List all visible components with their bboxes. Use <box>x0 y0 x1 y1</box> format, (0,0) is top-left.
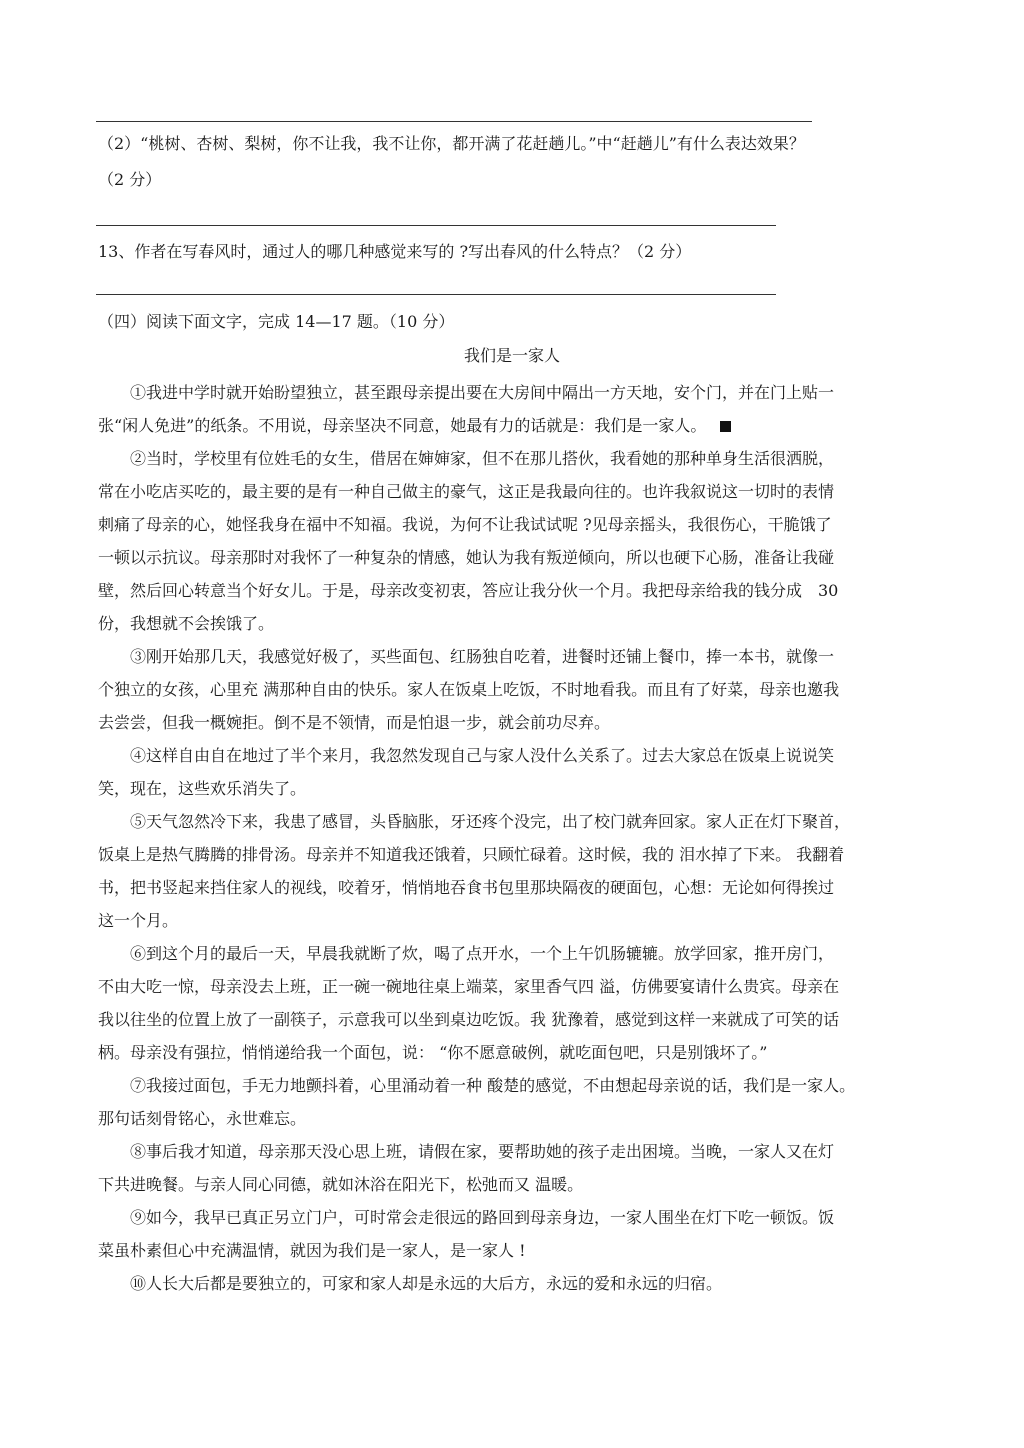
paragraph-9-line-1: ⑨如今，我早已真正另立门户，可时常会走很远的路回到母亲身边，一家人围坐在灯下吃一顿饭。饭 <box>130 1208 835 1227</box>
paragraph-3-line-1: ③刚开始那几天，我感觉好极了，买些面包、红肠独自吃着，进餐时还铺上餐巾，捧一本书，就像一 <box>130 647 835 666</box>
paragraph-7-line-1: ⑦我接过面包，手无力地颤抖着，心里涌动着一种 酸楚的感觉，不由想起母亲说的话，我们是一家人。 <box>130 1076 856 1095</box>
paragraph-8-line-1: ⑧事后我才知道，母亲那天没心思上班，请假在家，要帮助她的孩子走出困境。当晚，一家人又在灯 <box>130 1142 835 1161</box>
paragraph-6-line-1: ⑥到这个月的最后一天，早晨我就断了炊，喝了点开水，一个上午饥肠辘辘。放学回家，推开房门， <box>130 944 835 963</box>
paragraph-1-line-1: ①我进中学时就开始盼望独立，甚至跟母亲提出要在大房间中隔出一方天地，安个门，并在门上贴一 <box>130 383 835 402</box>
paragraph-4-line-2: 笑，现在，这些欢乐消失了。 <box>98 779 307 798</box>
paragraph-10-line-1: ⑩人长大后都是要独立的，可家和家人却是永远的大后方，永远的爱和永远的归宿。 <box>130 1274 723 1293</box>
paragraph-3-line-3: 去尝尝，但我一概婉拒。倒不是不领情，而是怕退一步，就会前功尽弃。 <box>98 713 611 732</box>
paragraph-2-line-6: 份，我想就不会挨饿了。 <box>98 614 275 633</box>
section-four-heading: （四）阅读下面文字，完成 14—17 题。（10 分） <box>98 312 455 331</box>
paragraph-5-line-1: ⑤天气忽然冷下来，我患了感冒，头昏脑胀，牙还疼个没完，出了校门就奔回家。家人正在灯下聚首， <box>130 812 851 831</box>
article-body <box>98 376 928 1300</box>
paragraph-6-line-4: 柄。母亲没有强拉，悄悄递给我一个面包，说： “你不愿意破例，就吃面包吧，只是别饿坏了。” <box>98 1043 768 1062</box>
paragraph-2-line-1: ②当时，学校里有位姓毛的女生，借居在婶婶家，但不在那儿搭伙，我看她的那种单身生活很洒脱， <box>130 449 835 468</box>
paragraph-2-line-2: 常在小吃店买吃的，最主要的是有一种自己做主的豪气，这正是我最向往的。也许我叙说这一切时的表情 <box>98 482 835 501</box>
paragraph-4-line-1: ④这样自由自在地过了半个来月，我忽然发现自己与家人没什么关系了。过去大家总在饭桌上说说笑 <box>130 746 835 765</box>
paragraph-2-line-5: 壁，然后回心转意当个好女儿。于是，母亲改变初衷，答应让我分伙一个月。我把母亲给我的钱分成 30 <box>98 581 839 600</box>
question-12-2-line2: （2 分） <box>98 170 162 189</box>
black-square-mark <box>720 421 731 432</box>
paragraph-5-line-2: 饭桌上是热气腾腾的排骨汤。母亲并不知道我还饿着，只顾忙碌着。这时候，我的 泪水掉了下来。 我翻着 <box>98 845 845 864</box>
paragraph-2-line-3: 刺痛了母亲的心，她怪我身在福中不知福。我说，为何不让我试试呢 ?见母亲摇头，我很伤心，干脆饿了 <box>98 515 832 534</box>
question-12-2-line1: （2）“桃树、杏树、梨树，你不让我，我不让你，都开满了花赶趟儿。”中“赶趟儿”有什么表达效果？ <box>98 134 805 153</box>
paragraph-6-line-3: 我以往坐的位置上放了一副筷子，示意我可以坐到桌边吃饭。我 犹豫着，感觉到这样一来就成了可笑的话 <box>98 1010 840 1029</box>
answer-line-13 <box>96 294 776 295</box>
paragraph-5-line-4: 这一个月。 <box>98 911 179 930</box>
paragraph-9-line-2: 菜虽朴素但心中充满温情，就因为我们是一家人，是一家人 ! <box>98 1241 526 1260</box>
answer-line-12-2 <box>96 225 776 226</box>
paragraph-8-line-2: 下共进晚餐。与亲人同心同德，就如沐浴在阳光下，松弛而又 温暖。 <box>98 1175 584 1194</box>
paragraph-2-line-4: 一顿以示抗议。母亲那时对我怀了一种复杂的情感，她认为我有叛逆倾向，所以也硬下心肠，准备让我碰 <box>98 548 835 567</box>
paragraph-3-line-2: 个独立的女孩，心里充 满那种自由的快乐。家人在饭桌上吃饭，不时地看我。而且有了好菜，母亲也邀我 <box>98 680 840 699</box>
paragraph-5-line-3: 书，把书竖起来挡住家人的视线，咬着牙，悄悄地吞食书包里那块隔夜的硬面包，心想：无论如何得挨过 <box>98 878 835 897</box>
answer-line-top <box>96 121 812 122</box>
article-title: 我们是一家人 <box>463 346 560 365</box>
question-13: 13、作者在写春风时，通过人的哪几种感觉来写的 ?写出春风的什么特点？（2 分） <box>98 242 692 261</box>
paragraph-7-line-2: 那句话刻骨铭心，永世难忘。 <box>98 1109 307 1128</box>
paragraph-1-line-2: 张“闲人免进”的纸条。不用说，母亲坚决不同意，她最有力的话就是：我们是一家人。 <box>98 409 928 442</box>
paragraph-6-line-2: 不由大吃一惊，母亲没去上班，正一碗一碗地往桌上端菜，家里香气四 溢，仿佛要宴请什么贵宾。母亲在 <box>98 977 840 996</box>
